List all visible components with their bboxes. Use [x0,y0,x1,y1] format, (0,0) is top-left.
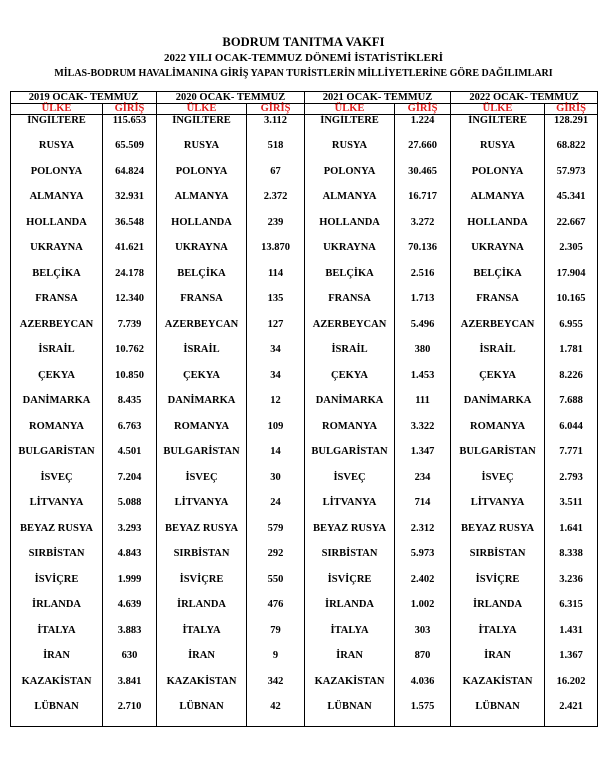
country-cell: İSVİÇRE [451,574,545,600]
entries-cell: 32.931 [103,191,157,217]
country-cell: LİTVANYA [451,497,545,523]
entries-cell: 6.044 [545,421,598,447]
country-cell: UKRAYNA [157,242,247,268]
table-row [11,676,598,702]
country-cell: ÇEKYA [11,370,103,396]
entries-cell: 1.781 [545,344,598,370]
country-cell: KAZAKİSTAN [451,676,545,702]
table-row [11,650,598,676]
entries-cell: 34 [247,370,305,396]
document-description: MİLAS-BODRUM HAVALİMANINA GİRİŞ YAPAN TURİSTLERİN MİLLİYETLERİNE GÖRE DAĞILIMLARI [54,68,553,79]
entries-cell: 111 [395,395,451,421]
country-cell: İSVEÇ [451,472,545,498]
entries-cell: 79 [247,625,305,651]
table-row [11,446,598,472]
entries-cell: 16.202 [545,676,598,702]
country-cell: ALMANYA [451,191,545,217]
country-cell: BEYAZ RUSYA [11,523,103,549]
entries-cell: 10.165 [545,293,598,319]
country-cell: UKRAYNA [11,242,103,268]
country-cell: KAZAKİSTAN [157,676,247,702]
entries-cell: 3.322 [395,421,451,447]
country-cell: ÇEKYA [451,370,545,396]
country-cell: ALMANYA [305,191,395,217]
country-cell: RUSYA [11,140,103,166]
country-cell: ALMANYA [11,191,103,217]
country-cell: DANİMARKA [157,395,247,421]
col-country-header: ÜLKE [11,104,103,115]
country-cell: BULGARİSTAN [451,446,545,472]
country-cell: SIRBİSTAN [11,548,103,574]
country-cell: İTALYA [305,625,395,651]
period-header-row [11,92,598,104]
entries-cell: 17.904 [545,268,598,294]
entries-cell: 7.739 [103,319,157,345]
country-cell: HOLLANDA [451,217,545,243]
table-row [11,191,598,217]
entries-cell: 234 [395,472,451,498]
country-cell: BULGARİSTAN [305,446,395,472]
entries-cell: 2.793 [545,472,598,498]
entries-cell: 5.088 [103,497,157,523]
table-row [11,140,598,166]
period-header-2021: 2021 OCAK- TEMMUZ [305,92,451,104]
table-row [11,344,598,370]
col-country-header: ÜLKE [157,104,247,115]
entries-cell: 1.431 [545,625,598,651]
country-cell: POLONYA [305,166,395,192]
table-row [11,548,598,574]
table-row [11,472,598,498]
country-cell: DANİMARKA [11,395,103,421]
col-entries-header: GİRİŞ [103,104,157,115]
country-cell: HOLLANDA [305,217,395,243]
table-row [11,242,598,268]
period-header-2020: 2020 OCAK- TEMMUZ [157,92,305,104]
country-cell: RUSYA [451,140,545,166]
entries-cell: 42 [247,701,305,727]
entries-cell: 70.136 [395,242,451,268]
table-row [11,599,598,625]
table-row [11,268,598,294]
entries-cell: 22.667 [545,217,598,243]
country-cell: UKRAYNA [451,242,545,268]
entries-cell: 109 [247,421,305,447]
entries-cell: 115.653 [103,115,157,141]
country-cell: AZERBEYCAN [451,319,545,345]
country-cell: POLONYA [157,166,247,192]
country-cell: RUSYA [305,140,395,166]
entries-cell: 6.955 [545,319,598,345]
entries-cell: 550 [247,574,305,600]
country-cell: İSVEÇ [305,472,395,498]
country-cell: BULGARİSTAN [157,446,247,472]
tourist-statistics-table [10,91,598,727]
country-cell: İSVİÇRE [305,574,395,600]
country-cell: İRAN [305,650,395,676]
entries-cell: 476 [247,599,305,625]
country-cell: BELÇİKA [11,268,103,294]
entries-cell: 2.710 [103,701,157,727]
country-cell: KAZAKİSTAN [305,676,395,702]
col-entries-header: GİRİŞ [247,104,305,115]
country-cell: FRANSA [11,293,103,319]
table-row [11,395,598,421]
table-row [11,701,598,727]
country-cell: FRANSA [451,293,545,319]
country-cell: POLONYA [11,166,103,192]
country-cell: LÜBNAN [11,701,103,727]
entries-cell: 9 [247,650,305,676]
entries-cell: 1.999 [103,574,157,600]
entries-cell: 14 [247,446,305,472]
country-cell: İRAN [157,650,247,676]
entries-cell: 3.841 [103,676,157,702]
country-cell: DANİMARKA [451,395,545,421]
country-cell: SIRBİSTAN [451,548,545,574]
entries-cell: 67 [247,166,305,192]
country-cell: BELÇİKA [157,268,247,294]
col-country-header: ÜLKE [305,104,395,115]
country-cell: İRLANDA [157,599,247,625]
entries-cell: 518 [247,140,305,166]
col-country-header: ÜLKE [451,104,545,115]
table-row [11,319,598,345]
country-cell: İTALYA [157,625,247,651]
entries-cell: 6.315 [545,599,598,625]
entries-cell: 10.850 [103,370,157,396]
entries-cell: 36.548 [103,217,157,243]
country-cell: ROMANYA [451,421,545,447]
country-cell: İSRAİL [451,344,545,370]
table-row [11,421,598,447]
entries-cell: 342 [247,676,305,702]
entries-cell: 2.372 [247,191,305,217]
entries-cell: 1.002 [395,599,451,625]
entries-cell: 2.312 [395,523,451,549]
country-cell: İNGİLTERE [157,115,247,141]
country-cell: HOLLANDA [11,217,103,243]
entries-cell: 128.291 [545,115,598,141]
entries-cell: 27.660 [395,140,451,166]
entries-cell: 3.293 [103,523,157,549]
entries-cell: 1.347 [395,446,451,472]
country-cell: SIRBİSTAN [157,548,247,574]
document-subtitle: 2022 YILI OCAK-TEMMUZ DÖNEMİ İSTATİSTİKLERİ [163,52,444,64]
entries-cell: 5.496 [395,319,451,345]
entries-cell: 630 [103,650,157,676]
table-row [11,370,598,396]
entries-cell: 3.236 [545,574,598,600]
country-cell: BEYAZ RUSYA [451,523,545,549]
entries-cell: 10.762 [103,344,157,370]
entries-cell: 12.340 [103,293,157,319]
entries-cell: 380 [395,344,451,370]
table-row [11,166,598,192]
country-cell: BEYAZ RUSYA [305,523,395,549]
country-cell: BULGARİSTAN [11,446,103,472]
col-entries-header: GİRİŞ [395,104,451,115]
entries-cell: 7.771 [545,446,598,472]
country-cell: İRLANDA [451,599,545,625]
country-cell: İSVEÇ [157,472,247,498]
entries-cell: 303 [395,625,451,651]
entries-cell: 1.713 [395,293,451,319]
table-row [11,217,598,243]
country-cell: İSVİÇRE [157,574,247,600]
entries-cell: 24.178 [103,268,157,294]
entries-cell: 3.511 [545,497,598,523]
entries-cell: 34 [247,344,305,370]
country-cell: UKRAYNA [305,242,395,268]
entries-cell: 57.973 [545,166,598,192]
country-cell: BELÇİKA [305,268,395,294]
country-cell: İSVİÇRE [11,574,103,600]
table-row [11,497,598,523]
entries-cell: 8.338 [545,548,598,574]
entries-cell: 3.883 [103,625,157,651]
country-cell: İNGİLTERE [305,115,395,141]
table-row [11,523,598,549]
entries-cell: 30 [247,472,305,498]
country-cell: LİTVANYA [11,497,103,523]
entries-cell: 114 [247,268,305,294]
entries-cell: 1.367 [545,650,598,676]
entries-cell: 16.717 [395,191,451,217]
country-cell: İSRAİL [305,344,395,370]
country-cell: KAZAKİSTAN [11,676,103,702]
country-cell: RUSYA [157,140,247,166]
table-row [11,293,598,319]
country-cell: BELÇİKA [451,268,545,294]
country-cell: ROMANYA [305,421,395,447]
country-cell: İTALYA [451,625,545,651]
entries-cell: 2.305 [545,242,598,268]
entries-cell: 24 [247,497,305,523]
country-cell: İRLANDA [11,599,103,625]
entries-cell: 1.641 [545,523,598,549]
table-body [11,115,598,727]
entries-cell: 8.226 [545,370,598,396]
entries-cell: 7.204 [103,472,157,498]
country-cell: LÜBNAN [305,701,395,727]
country-cell: FRANSA [157,293,247,319]
entries-cell: 4.501 [103,446,157,472]
entries-cell: 4.639 [103,599,157,625]
col-entries-header: GİRİŞ [545,104,598,115]
entries-cell: 292 [247,548,305,574]
entries-cell: 3.112 [247,115,305,141]
country-cell: İNGİLTERE [451,115,545,141]
entries-cell: 2.402 [395,574,451,600]
country-cell: ROMANYA [157,421,247,447]
country-cell: İRAN [451,650,545,676]
entries-cell: 30.465 [395,166,451,192]
country-cell: LİTVANYA [305,497,395,523]
entries-cell: 13.870 [247,242,305,268]
country-cell: İRLANDA [305,599,395,625]
entries-cell: 7.688 [545,395,598,421]
entries-cell: 1.453 [395,370,451,396]
entries-cell: 1.224 [395,115,451,141]
entries-cell: 68.822 [545,140,598,166]
country-cell: İNGİLTERE [11,115,103,141]
table-row [11,574,598,600]
country-cell: İTALYA [11,625,103,651]
entries-cell: 2.421 [545,701,598,727]
country-cell: AZERBEYCAN [157,319,247,345]
period-header-2019: 2019 OCAK- TEMMUZ [11,92,157,104]
entries-cell: 4.843 [103,548,157,574]
entries-cell: 3.272 [395,217,451,243]
country-cell: POLONYA [451,166,545,192]
entries-cell: 45.341 [545,191,598,217]
entries-cell: 5.973 [395,548,451,574]
entries-cell: 579 [247,523,305,549]
entries-cell: 870 [395,650,451,676]
country-cell: AZERBEYCAN [11,319,103,345]
country-cell: İSRAİL [157,344,247,370]
column-header-row [11,104,598,115]
country-cell: ÇEKYA [305,370,395,396]
country-cell: ROMANYA [11,421,103,447]
entries-cell: 127 [247,319,305,345]
country-cell: İSVEÇ [11,472,103,498]
entries-cell: 135 [247,293,305,319]
entries-cell: 714 [395,497,451,523]
table-row [11,625,598,651]
document-title: BODRUM TANITMA VAKFI [222,35,385,49]
entries-cell: 8.435 [103,395,157,421]
entries-cell: 4.036 [395,676,451,702]
country-cell: LÜBNAN [157,701,247,727]
country-cell: SIRBİSTAN [305,548,395,574]
table-row [11,115,598,141]
country-cell: FRANSA [305,293,395,319]
period-header-2022: 2022 OCAK- TEMMUZ [451,92,598,104]
country-cell: BEYAZ RUSYA [157,523,247,549]
country-cell: ÇEKYA [157,370,247,396]
country-cell: ALMANYA [157,191,247,217]
country-cell: İRAN [11,650,103,676]
country-cell: AZERBEYCAN [305,319,395,345]
entries-cell: 41.621 [103,242,157,268]
entries-cell: 65.509 [103,140,157,166]
entries-cell: 64.824 [103,166,157,192]
country-cell: LÜBNAN [451,701,545,727]
entries-cell: 6.763 [103,421,157,447]
country-cell: LİTVANYA [157,497,247,523]
country-cell: HOLLANDA [157,217,247,243]
entries-cell: 12 [247,395,305,421]
entries-cell: 1.575 [395,701,451,727]
country-cell: İSRAİL [11,344,103,370]
country-cell: DANİMARKA [305,395,395,421]
entries-cell: 239 [247,217,305,243]
entries-cell: 2.516 [395,268,451,294]
